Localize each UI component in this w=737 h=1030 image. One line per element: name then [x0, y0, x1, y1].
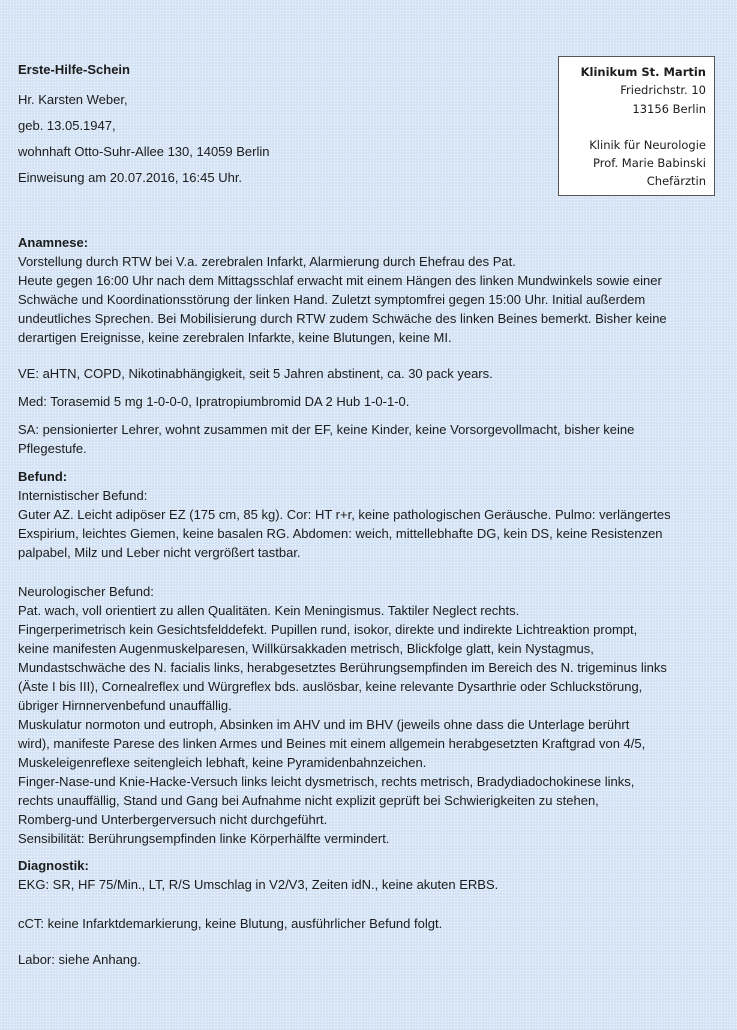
diagnostik-heading: Diagnostik:: [18, 858, 89, 873]
clinic-department: Klinik für Neurologie: [589, 137, 706, 152]
sa-line: SA: pensionierter Lehrer, wohnt zusammen mit der EF, keine Kinder, keine Vorsorgevollmacht, bisher keine: [18, 422, 635, 437]
anamnese-line: Vorstellung durch RTW bei V.a. zerebralen Infarkt, Alarmierung durch Ehefrau des Pat.: [18, 254, 516, 269]
patient-name: Hr. Karsten Weber,: [18, 92, 128, 107]
intern-line: Guter AZ. Leicht adipöser EZ (175 cm, 85 kg). Cor: HT r+r, keine pathologischen Geräusche. Pulmo: verlängertes: [18, 507, 671, 522]
med-line: Med: Torasemid 5 mg 1-0-0-0, Ipratropiumbromid DA 2 Hub 1-0-1-0.: [18, 394, 410, 409]
vorerkrankungen: [18, 364, 718, 383]
patient-address: wohnhaft Otto-Suhr-Allee 130, 14059 Berlin: [18, 144, 270, 159]
neuro-line: Finger-Nase-und Knie-Hacke-Versuch links leicht dysmetrisch, rechts metrisch, Bradydiadochokinese links,: [18, 774, 635, 789]
neuro-line: Muskeleigenreflexe seitengleich lebhaft, keine Pyramidenbahnzeichen.: [18, 755, 427, 770]
labor-line: Labor: siehe Anhang.: [18, 952, 141, 967]
intern-heading: Internistischer Befund:: [18, 488, 148, 503]
neuro-line: Pat. wach, voll orientiert zu allen Qualitäten. Kein Meningismus. Taktiler Neglect rechts.: [18, 603, 520, 618]
medikation: [18, 392, 718, 411]
clinic-name: Klinikum St. Martin: [580, 65, 706, 79]
clinic-doctor-role: Chefärztin: [646, 174, 706, 189]
sozialanamnese: [18, 420, 718, 458]
document-title: Erste-Hilfe-Schein: [18, 62, 130, 77]
cct-section: [18, 914, 718, 933]
ve-line: VE: aHTN, COPD, Nikotinabhängigkeit, seit 5 Jahren abstinent, ca. 30 pack years.: [18, 366, 493, 381]
neuro-line: keine manifesten Augenmuskelparesen, Willkürsakkaden metrisch, Blickfolge glatt, kein Nystagmus,: [18, 641, 594, 656]
neuro-line: (Äste I bis III), Cornealreflex und Würgreflex bds. auslösbar, keine relevante Dysarthrie oder Schluckstörung,: [18, 679, 643, 694]
patient-birthdate: geb. 13.05.1947,: [18, 118, 116, 133]
neuro-line: Mundastschwäche des N. facialis links, herabgesetztes Berührungsempfinden im Bereich des N. trigeminus links: [18, 660, 667, 675]
neuro-line: Muskulatur normoton und eutroph, Absinken im AHV und im BHV (jeweils ohne dass die Unterlage berührt: [18, 717, 630, 732]
clinic-city: 13156 Berlin: [632, 101, 706, 116]
anamnese-heading: Anamnese:: [18, 235, 89, 250]
neuro-section: [18, 582, 718, 848]
cct-line: cCT: keine Infarktdemarkierung, keine Blutung, ausführlicher Befund folgt.: [18, 916, 443, 931]
clinic-doctor: Prof. Marie Babinski: [593, 156, 706, 171]
clinic-street: Friedrichstr. 10: [620, 83, 706, 98]
diagnostik-section: [18, 856, 718, 894]
sa-line: Pflegestufe.: [18, 441, 87, 456]
neuro-line: Fingerperimetrisch kein Gesichtsfelddefekt. Pupillen rund, isokor, direkte und indirekte Lichtreaktion prompt,: [18, 622, 638, 637]
admission-date: Einweisung am 20.07.2016, 16:45 Uhr.: [18, 170, 243, 185]
anamnese-line: undeutliches Sprechen. Bei Mobilisierung durch RTW zudem Schwäche des linken Beines bemerkt. Bisher keine: [18, 311, 667, 326]
clinic-spacer: [559, 118, 706, 136]
befund-section: [18, 467, 718, 562]
neuro-line: rechts unauffällig, Stand und Gang bei Aufnahme nicht explizit geprüft bei Schwierigkeiten zu stehen,: [18, 793, 599, 808]
befund-heading: Befund:: [18, 469, 68, 484]
anamnese-line: Schwäche und Koordinationsstörung der linken Hand. Zuletzt symptomfrei gegen 15:00 Uhr. Initial außerdem: [18, 292, 646, 307]
neuro-line: Romberg-und Unterbergerversuch nicht durchgeführt.: [18, 812, 328, 827]
neuro-line: übriger Hirnnervenbefund unauffällig.: [18, 698, 232, 713]
neuro-line: wird), manifeste Parese des linken Armes und Beines mit einem allgemein herabgesetzten Kraftgrad von 4/5,: [18, 736, 646, 751]
neuro-heading: Neurologischer Befund:: [18, 584, 154, 599]
ekg-line: EKG: SR, HF 75/Min., LT, R/S Umschlag in V2/V3, Zeiten idN., keine akuten ERBS.: [18, 877, 499, 892]
anamnese-line: derartigen Ereignisse, keine zerebralen Infarkte, keine Blutungen, keine MI.: [18, 330, 452, 345]
neuro-line: Sensibilität: Berührungsempfinden linke Körperhälfte vermindert.: [18, 831, 390, 846]
labor-section: [18, 950, 718, 969]
clinic-address-box: [558, 56, 715, 196]
anamnese-section: [18, 233, 718, 347]
intern-line: palpabel, Milz und Leber nicht vergrößert tastbar.: [18, 545, 301, 560]
intern-line: Exspirium, leichtes Giemen, keine basalen RG. Abdomen: weich, mittellebhafte DG, kein DS, keine Resistenzen: [18, 526, 663, 541]
anamnese-line: Heute gegen 16:00 Uhr nach dem Mittagsschlaf erwacht mit einem Hängen des linken Mundwinkels sowie einer: [18, 273, 662, 288]
